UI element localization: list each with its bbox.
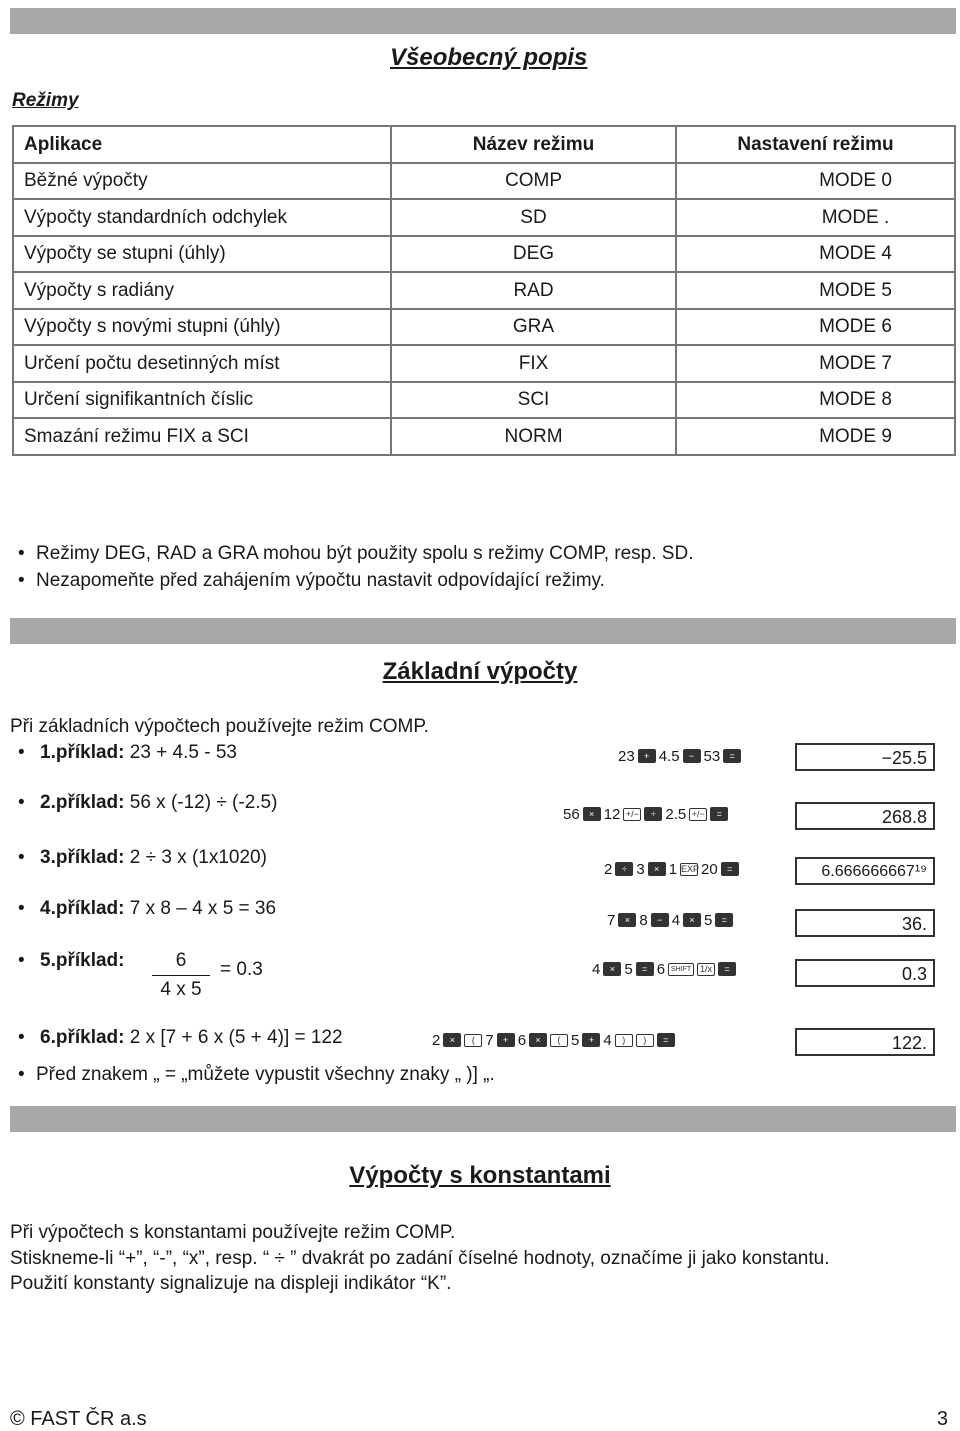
title-basic: Základní výpočty <box>382 658 578 685</box>
key-multiply: × <box>583 807 601 821</box>
header-bar <box>10 8 956 34</box>
key-digit: 4.5 <box>658 747 680 765</box>
key-open-paren: ( <box>550 1034 568 1047</box>
basic-intro: Při základních výpočtech používejte režim COMP. <box>10 716 429 737</box>
key-sequence <box>563 803 728 825</box>
key-plus: + <box>497 1033 515 1047</box>
key-digit: 7 <box>607 911 616 929</box>
key-sign-change: +/− <box>623 808 641 821</box>
key-equals: = <box>715 913 733 927</box>
cell-application: Smazání režimu FIX a SCI <box>13 418 391 455</box>
header-mode-name: Název režimu <box>391 126 676 163</box>
cell-mode-setting: MODE 8 <box>676 382 955 419</box>
cell-application: Určení počtu desetinných míst <box>13 345 391 382</box>
calculator-display: 0.3 <box>795 959 935 987</box>
cell-mode-setting: MODE 5 <box>676 272 955 309</box>
key-digit: 5 <box>704 911 713 929</box>
cell-application: Určení signifikantních číslic <box>13 382 391 419</box>
key-digit: 5 <box>624 960 633 978</box>
key-equals: = <box>710 807 728 821</box>
key-multiply: × <box>443 1033 461 1047</box>
header-mode-setting: Nastavení režimu <box>676 126 955 163</box>
key-divide: ÷ <box>644 807 662 821</box>
example-expression: 2 ÷ 3 x (1x1020) <box>129 847 267 868</box>
example-6 <box>18 1027 343 1049</box>
key-digit: 4 <box>603 1031 612 1049</box>
key-digit: 3 <box>636 860 645 878</box>
key-exp: EXP <box>681 863 700 874</box>
const-line: Při výpočtech s konstantami používejte režim COMP. <box>10 1222 456 1243</box>
key-digit: 8 <box>639 911 648 929</box>
key-digit: 2 <box>432 1031 441 1049</box>
table-row <box>13 236 955 273</box>
key-digit: 4 <box>592 960 601 978</box>
header-application: Aplikace <box>13 126 391 163</box>
note-item <box>18 570 605 592</box>
bullet: • <box>18 847 25 868</box>
table-header-row <box>13 126 955 163</box>
example-label: 2.příklad: <box>40 792 125 813</box>
title-general: Všeobecný popis <box>390 44 588 71</box>
key-equals: = <box>636 962 654 976</box>
bullet: • <box>18 742 25 763</box>
bullet: • <box>18 570 25 591</box>
key-multiply: × <box>648 862 666 876</box>
table-row <box>13 272 955 309</box>
example-expression: 23 + 4.5 - 53 <box>129 742 237 763</box>
cell-mode-setting: MODE 9 <box>676 418 955 455</box>
key-digit: 20 <box>701 860 718 878</box>
key-equals: = <box>657 1033 675 1047</box>
key-digit: 4 <box>671 911 681 929</box>
key-equals: = <box>721 862 739 876</box>
table-row <box>13 345 955 382</box>
example-1 <box>18 742 237 764</box>
cell-application: Výpočty s radiány <box>13 272 391 309</box>
calculator-display: 122. <box>795 1028 935 1056</box>
key-multiply: × <box>618 913 636 927</box>
key-digit: 12 <box>603 805 621 823</box>
bullet: • <box>18 1064 25 1085</box>
key-multiply: × <box>683 913 701 927</box>
key-plus: + <box>638 749 656 763</box>
modes-label: Režimy <box>12 90 79 111</box>
modes-table <box>12 125 956 456</box>
cell-mode-name: FIX <box>391 345 676 382</box>
note-text: Režimy DEG, RAD a GRA mohou být použity spolu s režimy COMP, resp. SD. <box>36 543 694 564</box>
key-equals: = <box>718 962 736 976</box>
example-expression: 2 x [7 + 6 x (5 + 4)] = 122 <box>129 1027 343 1048</box>
key-minus: − <box>683 749 701 763</box>
fraction-denominator: 4 x 5 <box>160 979 202 1000</box>
key-digit: 2.5 <box>665 805 687 823</box>
cell-mode-name: GRA <box>391 309 676 346</box>
key-sign-change: +/− <box>689 808 707 821</box>
example-expression: 56 x (-12) ÷ (-2.5) <box>129 792 278 813</box>
table-row <box>13 199 955 236</box>
cell-mode-setting: MODE 6 <box>676 309 955 346</box>
section-bar <box>10 618 956 644</box>
basic-note-text: Před znakem „ = „můžete vypustit všechny znaky „ )] „. <box>36 1064 495 1085</box>
example-label: 4.příklad: <box>40 898 125 919</box>
cell-application: Běžné výpočty <box>13 163 391 200</box>
fraction-numerator: 6 <box>152 950 210 976</box>
key-open-paren: ( <box>464 1034 482 1047</box>
example-label: 5.příklad: <box>40 950 125 971</box>
cell-mode-name: DEG <box>391 236 676 273</box>
bullet: • <box>18 792 25 813</box>
key-digit: 23 <box>618 747 635 765</box>
fraction <box>152 950 210 1001</box>
key-equals: = <box>723 749 741 763</box>
key-close-paren: ) <box>615 1034 633 1047</box>
calculator-display: 6.666666667¹⁹ <box>795 857 935 885</box>
cell-mode-name: NORM <box>391 418 676 455</box>
note-item <box>18 543 693 565</box>
cell-mode-name: SD <box>391 199 676 236</box>
bullet: • <box>18 950 25 971</box>
cell-application: Výpočty s novými stupni (úhly) <box>13 309 391 346</box>
key-close-paren: ) <box>636 1034 654 1047</box>
bullet: • <box>18 1027 25 1048</box>
bullet: • <box>18 543 25 564</box>
table-row <box>13 418 955 455</box>
key-digit: 1 <box>668 860 678 878</box>
key-digit: 6 <box>656 960 666 978</box>
example-label: 6.příklad: <box>40 1027 125 1048</box>
example-4 <box>18 898 276 920</box>
cell-mode-setting: MODE 0 <box>676 163 955 200</box>
page-number: 3 <box>936 1408 948 1430</box>
key-digit: 7 <box>485 1031 494 1049</box>
const-line: Použití konstanty signalizuje na displeji indikátor “K”. <box>10 1273 452 1294</box>
table-row <box>13 163 955 200</box>
cell-mode-name: SCI <box>391 382 676 419</box>
key-plus: + <box>582 1033 600 1047</box>
key-sequence <box>607 909 733 931</box>
key-multiply: × <box>529 1033 547 1047</box>
table-row <box>13 382 955 419</box>
section-bar <box>10 1106 956 1132</box>
key-sequence <box>432 1029 675 1051</box>
key-multiply: × <box>603 962 621 976</box>
example-2 <box>18 792 277 814</box>
example-3 <box>18 847 267 869</box>
key-sequence <box>592 958 736 980</box>
const-line: Stiskneme-li “+”, “-”, “x”, resp. “ ÷ ” dvakrát po zadání číselné hodnoty, označíme ji jako konstantu. <box>10 1248 830 1269</box>
key-digit: 6 <box>517 1031 527 1049</box>
example-label: 3.příklad: <box>40 847 125 868</box>
key-digit: 53 <box>703 747 721 765</box>
cell-application: Výpočty standardních odchylek <box>13 199 391 236</box>
table-row <box>13 309 955 346</box>
cell-mode-name: RAD <box>391 272 676 309</box>
example-expression: 7 x 8 – 4 x 5 = 36 <box>129 898 277 919</box>
key-digit: 2 <box>604 860 613 878</box>
calculator-display: −25.5 <box>795 743 935 771</box>
key-minus: − <box>651 913 669 927</box>
calculator-display: 36. <box>795 909 935 937</box>
key-reciprocal: 1/x <box>697 963 715 976</box>
footer-copyright: © FAST ČR a.s <box>10 1408 147 1430</box>
title-const: Výpočty s konstantami <box>349 1162 611 1189</box>
note-text: Nezapomeňte před zahájením výpočtu nastavit odpovídající režimy. <box>36 570 605 591</box>
key-sequence <box>618 745 741 767</box>
basic-note <box>18 1064 495 1086</box>
cell-mode-setting: MODE 4 <box>676 236 955 273</box>
key-sequence <box>604 858 739 880</box>
cell-mode-setting: MODE . <box>676 199 955 236</box>
key-digit: 5 <box>571 1031 580 1049</box>
example-label: 1.příklad: <box>40 742 125 763</box>
fraction-result: = 0.3 <box>220 959 263 980</box>
example-5 <box>18 950 124 972</box>
bullet: • <box>18 898 25 919</box>
cell-application: Výpočty se stupni (úhly) <box>13 236 391 273</box>
calculator-display: 268.8 <box>795 802 935 830</box>
key-divide: ÷ <box>615 862 633 876</box>
cell-mode-name: COMP <box>391 163 676 200</box>
cell-mode-setting: MODE 7 <box>676 345 955 382</box>
key-digit: 56 <box>563 805 580 823</box>
key-shift: SHIFT <box>668 963 694 976</box>
